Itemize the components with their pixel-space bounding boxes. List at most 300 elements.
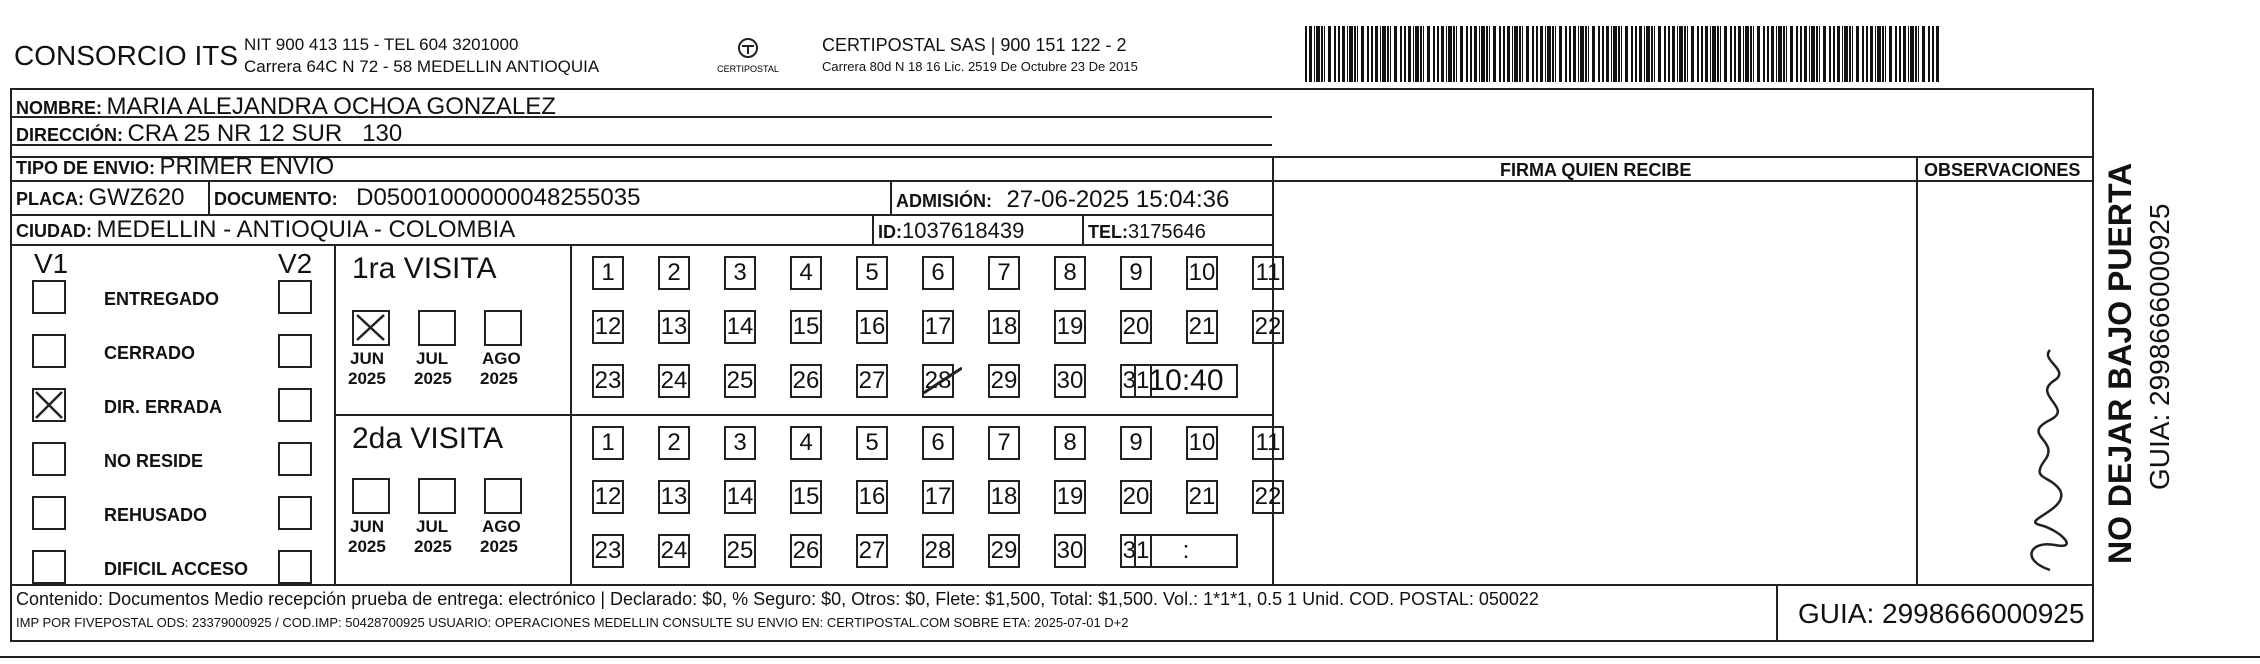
barcode-bar [1413,26,1414,82]
id-label: ID: [878,222,902,242]
documento-value: D05001000000048255035 [356,184,641,211]
day-box[interactable]: 13 [658,480,690,514]
barcode-bar [1305,26,1307,82]
barcode-bar [1829,26,1831,82]
barcode-bar [1790,26,1793,82]
barcode-bar [1512,26,1513,82]
year-label: 2025 [480,537,518,556]
company-nit: NIT 900 413 115 - TEL 604 3201000 [244,35,519,54]
barcode-bar [1734,26,1736,82]
barcode-bar [1598,26,1600,82]
placa-label: PLACA: [16,189,84,209]
v1-checkbox[interactable] [32,496,66,530]
barcode-bar [1730,26,1732,82]
barcode-bar [1420,26,1422,82]
day-box[interactable]: 20 [1120,480,1152,514]
documento-row [214,186,640,210]
side-notice [2104,104,2144,564]
barcode-bar [1646,26,1650,82]
barcode-bar [1776,26,1777,82]
certipostal-logo [712,36,784,78]
barcode-bar [1354,26,1356,82]
barcode-bar [1684,26,1686,82]
barcode-bar [1635,26,1637,82]
barcode-bar [1514,26,1518,82]
day-box[interactable]: 1 [592,426,624,460]
day-box[interactable]: 28 [922,534,954,568]
v2-checkbox[interactable] [278,334,312,368]
barcode-bar [1569,26,1571,82]
firma-header: FIRMA QUIEN RECIBE [1500,160,1692,180]
ciudad-value: MEDELLIN - ANTIOQUIA - COLOMBIA [96,216,516,243]
barcode-bar [1437,26,1439,82]
side-guia [2146,150,2180,490]
barcode-bar [1658,26,1661,82]
day-box[interactable]: 19 [1054,310,1086,344]
barcode-bar [1889,26,1892,82]
v2-checkbox[interactable] [278,280,312,314]
barcode-bar [1559,26,1562,82]
barcode-bar [1474,26,1477,82]
barcode-bar [1712,26,1716,82]
day-box[interactable]: 22 [1252,310,1284,344]
barcode-bar [1338,26,1340,82]
day-box[interactable]: 25 [724,534,756,568]
day-box[interactable]: 3 [724,256,756,290]
second-visit-title: 2da VISITA [352,422,504,455]
barcode-bar [1783,26,1785,82]
barcode-bar [1796,26,1798,82]
barcode-bar [1580,26,1584,82]
barcode-bar [1545,26,1546,82]
barcode-bar [1705,26,1708,82]
direccion-row [16,122,402,146]
barcode-bar [1922,26,1925,82]
day-box[interactable]: 23 [592,364,624,398]
barcode-bar [1423,26,1424,82]
barcode-bar [1357,26,1358,82]
day-box[interactable]: 12 [592,310,624,344]
year-label: 2025 [414,369,452,388]
day-box[interactable]: 4 [790,426,822,460]
day-box[interactable]: 4 [790,256,822,290]
barcode-bar [1664,26,1666,82]
barcode-bar [1522,26,1523,82]
barcode-bar [1816,26,1818,82]
barcode-bar [1375,26,1378,82]
month-label: JUN [350,349,385,368]
side-notice-text: NO DEJAR BAJO PUERTA [2102,162,2138,564]
barcode-bar [1324,26,1325,82]
barcode-bar [1342,26,1345,82]
month-label: JUL [416,517,449,536]
bottom-rule [0,656,2260,658]
day-box[interactable]: 28 [922,364,954,398]
ciudad-row [16,218,515,242]
barcode-bar [1536,26,1538,82]
v2-checkbox[interactable] [278,550,312,584]
day-box[interactable]: 9 [1120,426,1152,460]
month-checkbox-ago[interactable] [484,478,522,514]
v2-checkbox[interactable] [278,496,312,530]
barcode-bar [1809,26,1810,82]
day-box[interactable]: 7 [988,256,1020,290]
barcode-bar [1679,26,1683,82]
barcode-bar [1526,26,1529,82]
day-box[interactable]: 8 [1054,256,1086,290]
barcode-bar [1602,26,1604,82]
tipo-row [16,155,334,179]
barcode-bar [1540,26,1543,82]
day-box[interactable]: 13 [658,310,690,344]
barcode-bar [1691,26,1694,82]
barcode-bar [1654,26,1655,82]
tel-label: TEL: [1088,222,1128,242]
barcode-bar [1390,26,1391,82]
barcode-bar [1552,26,1554,82]
footer-guia: GUIA: 2998666000925 [1798,598,2085,629]
barcode-bar [1842,26,1843,82]
barcode-bar [1555,26,1556,82]
barcode-bar [1672,26,1675,82]
v2-label: V2 [278,248,313,279]
barcode-bar [1380,26,1381,82]
barcode-bar [1687,26,1688,82]
barcode-bar [1408,26,1411,82]
barcode-bar [1618,26,1620,82]
day-box[interactable]: 12 [592,480,624,514]
day-box[interactable]: 24 [658,364,690,398]
barcode-bar [1928,26,1930,82]
direccion-value: CRA 25 NR 12 SUR 130 [127,120,403,147]
barcode-bar [1837,26,1840,82]
day-box[interactable]: 11 [1252,426,1284,460]
year-label: 2025 [348,537,386,556]
status-label: CERRADO [104,343,196,363]
day-box[interactable]: 14 [724,480,756,514]
barcode-bar [1882,26,1884,82]
barcode-bar [1918,26,1919,82]
day-box[interactable]: 24 [658,534,690,568]
barcode-bar [1481,26,1485,82]
barcode-bar [1592,26,1595,82]
v2-checkbox[interactable] [278,442,312,476]
barcode-bar [1763,26,1765,82]
day-box[interactable]: 26 [790,364,822,398]
barcode-bar [1717,26,1719,82]
day-box[interactable]: 16 [856,480,888,514]
year-label: 2025 [480,369,518,388]
barcode-bar [1470,26,1472,82]
barcode-bar [1456,26,1457,82]
barcode [1305,26,1945,82]
barcode-bar [1908,26,1909,82]
observaciones-header: OBSERVACIONES [1924,160,2081,180]
barcode-bar [1316,26,1320,82]
barcode-bar [1849,26,1851,82]
barcode-bar [1720,26,1721,82]
day-box[interactable]: 30 [1054,364,1086,398]
barcode-bar [1507,26,1510,82]
nombre-row [16,95,556,119]
day-box[interactable]: 21 [1186,480,1218,514]
day-box[interactable]: 14 [724,310,756,344]
barcode-bar [1811,26,1815,82]
day-box[interactable]: 29 [988,534,1020,568]
month-checkbox-jul[interactable] [418,478,456,514]
barcode-bar [1415,26,1419,82]
barcode-bar [1448,26,1452,82]
barcode-bar [1625,26,1628,82]
barcode-bar [1621,26,1622,82]
barcode-bar [1547,26,1551,82]
v1-checkbox[interactable] [32,388,66,422]
v1-label: V1 [34,248,69,279]
carrier-name: CERTIPOSTAL SAS | 900 151 122 - 2 [822,35,1127,55]
side-guia-text: GUIA: 2998666000925 [2144,203,2175,490]
barcode-bar [1668,26,1670,82]
day-box[interactable]: 10 [1186,426,1218,460]
barcode-bar [1441,26,1444,82]
barcode-bar [1394,26,1397,82]
barcode-bar [1910,26,1914,82]
day-box[interactable]: 5 [856,256,888,290]
handwritten-signature [2000,340,2090,580]
day-box[interactable]: 30 [1054,534,1086,568]
barcode-bar [1743,26,1744,82]
barcode-bar [1466,26,1468,82]
barcode-bar [1697,26,1699,82]
day-box[interactable]: 10 [1186,256,1218,290]
barcode-bar [1786,26,1787,82]
month-checkbox-ago[interactable] [484,310,522,346]
documento-label: DOCUMENTO: [214,189,338,209]
barcode-bar [1578,26,1579,82]
barcode-bar [1387,26,1389,82]
barcode-bar [1745,26,1749,82]
month-label: AGO [482,517,521,536]
first-visit-time[interactable]: 10:40 [1134,364,1238,398]
placa-row [16,186,184,210]
footer-contenido: Contenido: Documentos Medio recepción prueba de entrega: electrónico | Declarado: $0, % Seguro: $0, Otros: $0, Flete: $1,500, Total: $1,500. Vol.: 1*1*1, 0.5 1 Unid. COD. POSTAL: 050022 [16,589,1539,609]
carrier-address: Carrera 80d N 18 16 Lic. 2519 De Octubre 23 De 2015 [822,59,1138,74]
month-label: JUL [416,349,449,368]
barcode-bar [1710,26,1711,82]
barcode-bar [1877,26,1881,82]
barcode-bar [1757,26,1760,82]
day-box[interactable]: 3 [724,426,756,460]
tipo-label: TIPO DE ENVIO: [16,158,156,178]
tel-value: 3175646 [1128,221,1206,243]
barcode-bar [1631,26,1633,82]
barcode-bar [1382,26,1386,82]
status-label: REHUSADO [104,505,208,525]
company-name: CONSORCIO ITS [14,40,239,71]
day-box[interactable]: 18 [988,310,1020,344]
day-box[interactable]: 9 [1120,256,1152,290]
barcode-bar [1875,26,1876,82]
month-label: JUN [350,517,385,536]
month-label: AGO [482,349,521,368]
barcode-bar [1644,26,1645,82]
barcode-bar [1823,26,1826,82]
day-box[interactable]: 17 [922,480,954,514]
status-label: NO RESIDE [104,451,204,471]
v1-checkbox[interactable] [32,280,66,314]
barcode-bar [1613,26,1617,82]
barcode-bar [1862,26,1864,82]
placa-value: GWZ620 [88,184,185,211]
company-address: Carrera 64C N 72 - 58 MEDELLIN ANTIOQUIA [244,57,600,76]
barcode-bar [1866,26,1868,82]
barcode-bar [1433,26,1435,82]
v1-checkbox[interactable] [32,442,66,476]
barcode-bar [1750,26,1752,82]
day-box[interactable]: 6 [922,256,954,290]
barcode-bar [1895,26,1897,82]
barcode-bar [1321,26,1323,82]
admision-row [896,188,1229,212]
nombre-label: NOMBRE: [16,98,102,118]
year-label: 2025 [414,537,452,556]
tel-row [1088,222,1206,242]
day-box[interactable]: 27 [856,364,888,398]
barcode-bar [1724,26,1727,82]
barcode-bar [1819,26,1820,82]
day-box[interactable]: 31 [1120,534,1152,568]
barcode-bar [1899,26,1901,82]
day-box[interactable]: 17 [922,310,954,344]
barcode-bar [1606,26,1609,82]
admision-value: 27-06-2025 15:04:36 [1006,186,1230,213]
nombre-value: MARIA ALEJANDRA OCHOA GONZALEZ [106,93,556,120]
barcode-bar [1767,26,1769,82]
barcode-bar [1936,26,1939,82]
day-box[interactable]: 8 [1054,426,1086,460]
barcode-bar [1486,26,1488,82]
barcode-bar [1565,26,1567,82]
barcode-bar [1585,26,1587,82]
barcode-bar [1588,26,1589,82]
barcode-bar [1367,26,1369,82]
first-visit-title: 1ra VISITA [352,252,497,285]
day-box[interactable]: 26 [790,534,822,568]
barcode-bar [1771,26,1774,82]
barcode-bar [1903,26,1906,82]
barcode-bar [1479,26,1480,82]
barcode-bar [1361,26,1364,82]
month-checkbox-jun[interactable] [352,310,390,346]
barcode-bar [1611,26,1612,82]
barcode-bar [1347,26,1348,82]
v2-checkbox[interactable] [278,388,312,422]
status-label: DIFICIL ACCESO [104,559,249,579]
id-row [878,220,1024,242]
day-box[interactable]: 27 [856,534,888,568]
ciudad-label: CIUDAD: [16,221,92,241]
day-box[interactable]: 18 [988,480,1020,514]
logo-text: CERTIPOSTAL [717,64,779,74]
barcode-bar [1738,26,1741,82]
barcode-bar [1753,26,1754,82]
day-box[interactable]: 6 [922,426,954,460]
day-box[interactable]: 19 [1054,480,1086,514]
day-box[interactable]: 20 [1120,310,1152,344]
barcode-bar [1856,26,1859,82]
day-box[interactable]: 11 [1252,256,1284,290]
day-box[interactable]: 2 [658,426,690,460]
day-box[interactable]: 22 [1252,480,1284,514]
barcode-bar [1532,26,1534,82]
month-checkbox-jul[interactable] [418,310,456,346]
year-label: 2025 [348,369,386,388]
barcode-bar [1427,26,1430,82]
barcode-bar [1519,26,1521,82]
day-box[interactable]: 1 [592,256,624,290]
v1-checkbox[interactable] [32,550,66,584]
barcode-bar [1328,26,1331,82]
v1-checkbox[interactable] [32,334,66,368]
barcode-bar [1309,26,1312,82]
admision-label: ADMISIÓN: [896,191,992,211]
barcode-bar [1639,26,1642,82]
barcode-bar [1573,26,1576,82]
day-box[interactable]: 16 [856,310,888,344]
month-checkbox-jun[interactable] [352,478,390,514]
barcode-bar [1677,26,1678,82]
day-box[interactable]: 15 [790,480,822,514]
barcode-bar [1844,26,1848,82]
barcode-bar [1651,26,1653,82]
day-box[interactable]: 29 [988,364,1020,398]
barcode-bar [1870,26,1873,82]
barcode-bar [1800,26,1802,82]
barcode-bar [1915,26,1917,82]
day-box[interactable]: 23 [592,534,624,568]
tipo-value: PRIMER ENVIO [159,153,335,180]
barcode-bar [1314,26,1315,82]
barcode-bar [1349,26,1353,82]
barcode-bar [1885,26,1886,82]
day-box[interactable]: 25 [724,364,756,398]
barcode-bar [1489,26,1490,82]
day-box[interactable]: 7 [988,426,1020,460]
direccion-label: DIRECCIÓN: [16,125,123,145]
day-box[interactable]: 21 [1186,310,1218,344]
barcode-bar [1334,26,1336,82]
barcode-bar [1833,26,1835,82]
day-box[interactable]: 2 [658,256,690,290]
id-value: 1037618439 [902,218,1025,243]
day-box[interactable]: 5 [856,426,888,460]
barcode-bar [1446,26,1447,82]
day-box[interactable]: 31 [1120,364,1152,398]
second-visit-time[interactable]: : [1134,534,1238,568]
barcode-bar [1503,26,1505,82]
barcode-bar [1400,26,1402,82]
barcode-bar [1404,26,1406,82]
barcode-bar [1852,26,1853,82]
status-label: ENTREGADO [104,289,220,309]
day-box[interactable]: 15 [790,310,822,344]
footer-imp: IMP POR FIVEPOSTAL ODS: 23379000925 / COD.IMP: 50428700925 USUARIO: OPERACIONES MEDELLIN CONSULTE SU ENVIO EN: CERTIPOSTAL.COM SOBRE ETA: 2025-07-01 D+2 [16,615,1129,630]
barcode-bar [1453,26,1455,82]
signature-text: Falcueta [2060,566,2061,570]
barcode-bar [1493,26,1496,82]
barcode-bar [1804,26,1807,82]
barcode-bar [1460,26,1463,82]
barcode-bar [1778,26,1782,82]
